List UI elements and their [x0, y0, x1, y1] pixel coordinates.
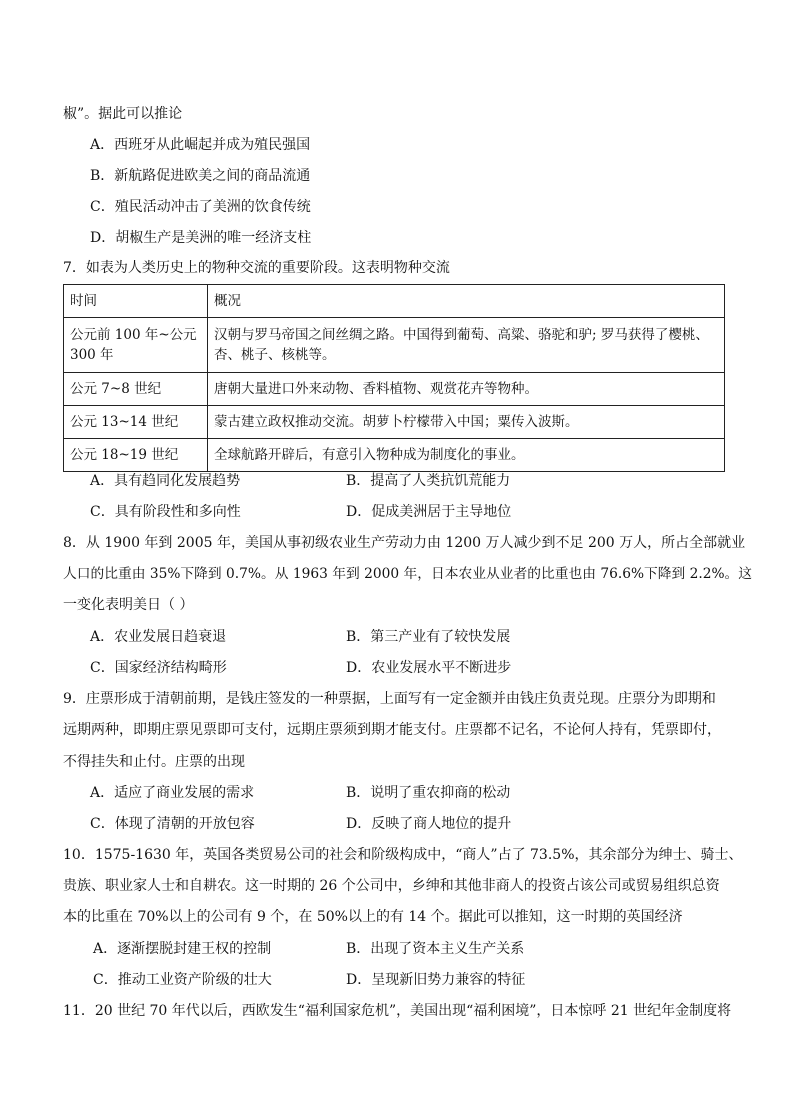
table-cell-time: 公元前 100 年~公元 300 年 [64, 318, 208, 373]
q9-stem-line-2: 远期两种，即期庄票见票即可支付，远期庄票须到期才能支付。庄票都不记名，不论何人持有，凭票即付， [63, 722, 721, 738]
q9-option-b: B．说明了重农抑商的松动 [346, 785, 511, 801]
table-cell-time: 公元 18~19 世纪 [64, 439, 208, 472]
q8-stem-line-3: 一变化表明美日（ ） [63, 597, 194, 613]
q7-option-c: C．具有阶段性和多向性 [90, 504, 241, 520]
q6-option-a: A．西班牙从此崛起并成为殖民强国 [90, 137, 311, 153]
q10-stem-line-3: 本的比重在 70%以上的公司有 9 个，在 50%以上的有 14 个。据此可以推知，这一时期的英国经济 [63, 909, 683, 925]
table-row [64, 439, 725, 472]
table-cell-summary: 唐朝大量进口外来动物、香料植物、观赏花卉等物种。 [208, 373, 725, 406]
table-cell-summary: 蒙古建立政权推动交流。胡萝卜柠檬带入中国；粟传入波斯。 [208, 406, 725, 439]
q10-option-d: D．呈现新旧势力兼容的特征 [346, 972, 526, 988]
q7-option-d: D．促成美洲居于主导地位 [346, 504, 512, 520]
q6-stem-tail: 椒”。据此可以推论 [63, 106, 183, 122]
table-cell-summary: 全球航路开辟后，有意引入物种成为制度化的事业。 [208, 439, 725, 472]
q7-stem: 7．如表为人类历史上的物种交流的重要阶段。这表明物种交流 [63, 260, 450, 276]
q10-stem-line-2: 贵族、职业家人士和自耕农。这一时期的 26 个公司中，乡绅和其他非商人的投资占该公司或贸易组织总资 [63, 878, 720, 894]
q11-stem-line-1: 11．20 世纪 70 年代以后，西欧发生“福利国家危机”，美国出现“福利困境”，日本惊呼 21 世纪年金制度将 [63, 1003, 732, 1019]
table-cell-time: 公元 13~14 世纪 [64, 406, 208, 439]
q6-option-c: C．殖民活动冲击了美洲的饮食传统 [90, 199, 311, 215]
q8-option-b: B．第三产业有了较快发展 [346, 629, 511, 645]
q10-option-c: C．推动工业资产阶级的壮大 [93, 972, 272, 988]
table-cell-summary: 汉朝与罗马帝国之间丝绸之路。中国得到葡萄、高粱、骆驼和驴; 罗马获得了樱桃、杏、桃子、核桃等。 [208, 318, 725, 373]
q9-option-c: C．体现了清朝的开放包容 [90, 816, 255, 832]
species-exchange-table [63, 284, 725, 472]
q8-stem-line-2: 人口的比重由 35%下降到 0.7%。从 1963 年到 2000 年，日本农业从业者的比重也由 76.6%下降到 2.2%。这 [63, 566, 753, 582]
q8-stem-line-1: 8．从 1900 年到 2005 年，美国从事初级农业生产劳动力由 1200 万人减少到不足 200 万人，所占全部就业 [63, 535, 746, 551]
q10-option-b: B．出现了资本主义生产关系 [346, 941, 525, 957]
q6-option-d: D．胡椒生产是美洲的唯一经济支柱 [90, 230, 312, 246]
q9-option-d: D．反映了商人地位的提升 [346, 816, 512, 832]
q6-option-b: B．新航路促进欧美之间的商品流通 [90, 168, 311, 184]
q7-option-b: B．提高了人类抗饥荒能力 [346, 473, 511, 489]
table-header-cell: 概况 [208, 285, 725, 318]
table-cell-time: 公元 7~8 世纪 [64, 373, 208, 406]
q9-option-a: A．适应了商业发展的需求 [90, 785, 255, 801]
table-row [64, 318, 725, 373]
q7-option-a: A．具有趋同化发展趋势 [90, 473, 241, 489]
table-row [64, 406, 725, 439]
table-header-row [64, 285, 725, 318]
q10-option-a: A．逐渐摆脱封建王权的控制 [93, 941, 272, 957]
q10-stem-line-1: 10．1575-1630 年，英国各类贸易公司的社会和阶级构成中，“商人”占了 73.5%，其余部分为绅士、骑士、 [63, 847, 743, 863]
table-row [64, 373, 725, 406]
table-header-cell: 时间 [64, 285, 208, 318]
q9-stem-line-1: 9．庄票形成于清朝前期，是钱庄签发的一种票据，上面写有一定金额并由钱庄负责兑现。庄票分为即期和 [63, 691, 716, 707]
q9-stem-line-3: 不得挂失和止付。庄票的出现 [63, 754, 245, 770]
q8-option-d: D．农业发展水平不断进步 [346, 660, 512, 676]
q8-option-a: A．农业发展日趋衰退 [90, 629, 227, 645]
q8-option-c: C．国家经济结构畸形 [90, 660, 227, 676]
